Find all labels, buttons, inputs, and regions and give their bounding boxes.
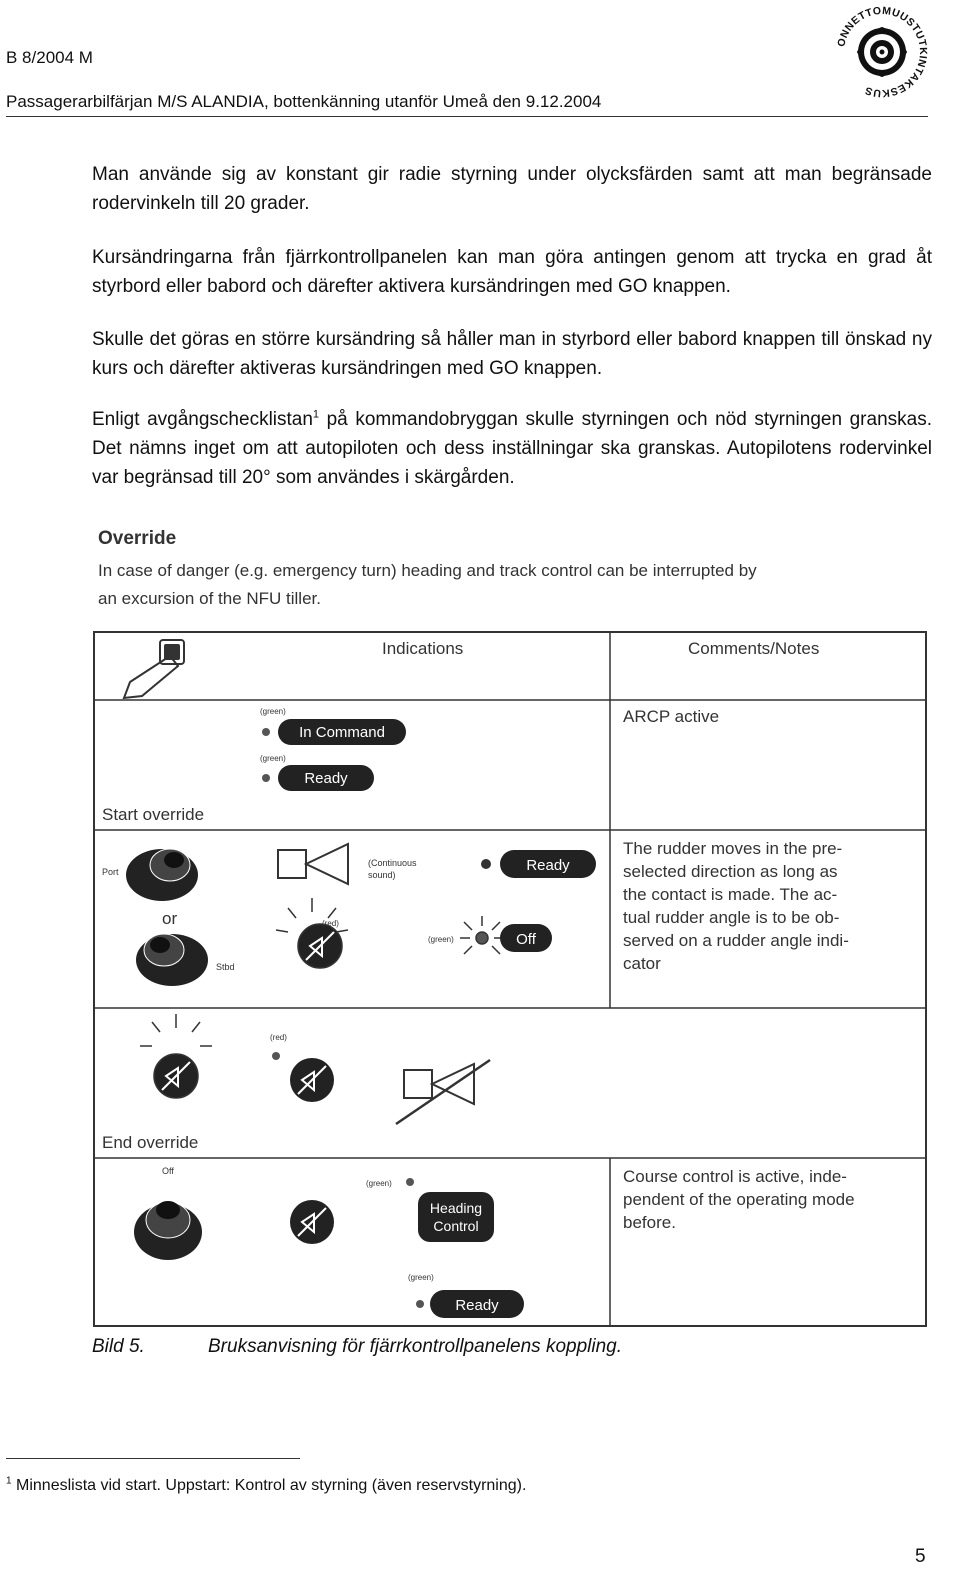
heading-control-label-1: Heading <box>429 1200 483 1216</box>
speaker-off-icon <box>396 1060 490 1124</box>
ready-label: Ready <box>304 770 348 787</box>
figure-title: Override <box>98 528 177 549</box>
section-end-override: End override <box>102 1133 199 1152</box>
red-led-icon <box>272 1052 280 1060</box>
note-course-line: pendent of the operating mode <box>623 1190 855 1209</box>
note-course-line: before. <box>623 1213 676 1232</box>
buzzer-off-icon <box>290 1200 334 1244</box>
override-figure <box>90 520 930 1330</box>
figure-intro-line-2: an excursion of the NFU tiller. <box>98 589 321 608</box>
report-subtitle: Passagerarbilfärjan M/S ALANDIA, bottenkänning utanför Umeå den 9.12.2004 <box>6 92 602 111</box>
flashing-led-icon <box>460 916 504 954</box>
note-arcp-active: ARCP active <box>623 707 720 726</box>
footnote-divider <box>6 1458 300 1459</box>
label-green: (green) <box>428 935 454 944</box>
label-continuous-sound-2: sound) <box>368 870 396 880</box>
label-green: (green) <box>408 1273 434 1282</box>
section-start-override: Start override <box>102 805 205 824</box>
buzzer-off-icon <box>290 1058 334 1102</box>
figure-intro-line-1: In case of danger (e.g. emergency turn) heading and track control can be interrupted by <box>98 561 757 580</box>
col-header-indications: Indications <box>382 639 464 658</box>
label-red: (red) <box>270 1033 287 1042</box>
paragraph-1: Man använde sig av konstant gir radie styrning under olycksfärden samt att man begränsade rodervinkeln till 20 grader. <box>92 164 932 214</box>
label-or: or <box>162 909 178 928</box>
ready-label: Ready <box>455 1297 499 1314</box>
caption-text: Bruksanvisning för fjärrkontrollpanelens koppling. <box>208 1336 623 1357</box>
label-stbd: Stbd <box>216 962 235 972</box>
hand-press-icon <box>124 640 184 698</box>
label-continuous-sound: (Continuous <box>368 858 417 868</box>
note-rudder-line: The rudder moves in the pre- <box>623 839 843 858</box>
page-number: 5 <box>915 1546 926 1567</box>
label-port: Port <box>102 867 119 877</box>
footnote <box>6 1477 526 1495</box>
paragraph-3: Skulle det göras en större kursändring så håller man in styrbord eller babord knappen till önskad ny kurs och därefter aktiveras kursändringen med GO knappen. <box>92 329 932 379</box>
paragraph-2: Kursändringarna från fjärrkontrollpanelen kan man göra antingen genom att trycka en grad åt styrbord eller babord och därefter aktivera kursändringen med GO knappen. <box>92 247 932 297</box>
figure-caption <box>92 1336 622 1358</box>
note-course-control <box>623 1167 855 1232</box>
flashing-buzzer-off-icon <box>140 1014 212 1098</box>
header-divider <box>6 116 928 117</box>
agency-logo-icon <box>832 2 932 102</box>
footnote-ref[interactable]: 1 <box>312 408 320 421</box>
figure-table-frame <box>94 632 926 1326</box>
label-green: (green) <box>366 1179 392 1188</box>
note-rudder-line: tual rudder angle is to be ob- <box>623 908 840 927</box>
footnote-mark: 1 <box>6 1475 12 1487</box>
paragraph-4-start: Enligt avgångschecklistan <box>92 409 313 430</box>
label-green: (green) <box>260 754 286 763</box>
note-rudder-moves <box>623 839 849 973</box>
note-course-line: Course control is active, inde- <box>623 1167 847 1186</box>
paragraph-4 <box>92 405 932 492</box>
label-off-small: Off <box>162 1166 174 1176</box>
speaker-icon <box>278 844 348 884</box>
in-command-label: In Command <box>299 724 385 741</box>
note-rudder-line: served on a rudder angle indi- <box>623 931 849 950</box>
note-rudder-line: the contact is made. The ac- <box>623 885 838 904</box>
report-id: B 8/2004 M <box>6 48 93 67</box>
flashing-buzzer-off-icon <box>276 898 348 968</box>
label-green: (green) <box>260 707 286 716</box>
caption-number: Bild 5. <box>92 1336 145 1357</box>
stbd-tiller-knob-icon <box>136 934 208 986</box>
green-led-icon <box>481 859 491 869</box>
heading-control-label-2: Control <box>433 1218 479 1234</box>
green-led-icon <box>262 774 270 782</box>
col-header-comments: Comments/Notes <box>688 639 820 658</box>
green-led-icon <box>262 728 270 736</box>
green-led-icon <box>406 1178 414 1186</box>
port-tiller-knob-icon <box>126 849 198 901</box>
footnote-text: Minneslista vid start. Uppstart: Kontrol av styrning (även reservstyrning). <box>16 1477 527 1494</box>
note-rudder-line: selected direction as long as <box>623 862 838 881</box>
logo-lettering: ONNETTOMUUSTUTKINTAKESKUS <box>835 4 930 100</box>
ready-label: Ready <box>526 857 570 874</box>
note-rudder-line: cator <box>623 954 661 973</box>
label-red: (red) <box>322 919 339 928</box>
centered-tiller-knob-icon <box>134 1201 202 1260</box>
green-led-icon <box>416 1300 424 1308</box>
off-label: Off <box>516 931 536 948</box>
paragraph-4-end: på kommandobryggan skulle styrningen och nöd styrningen granskas. Det nämns inget om att autopiloten och dess inställningar ska granskas. Autopilotens rodervinkel var begränsad till 20° som användes i skärgården. <box>92 409 932 488</box>
